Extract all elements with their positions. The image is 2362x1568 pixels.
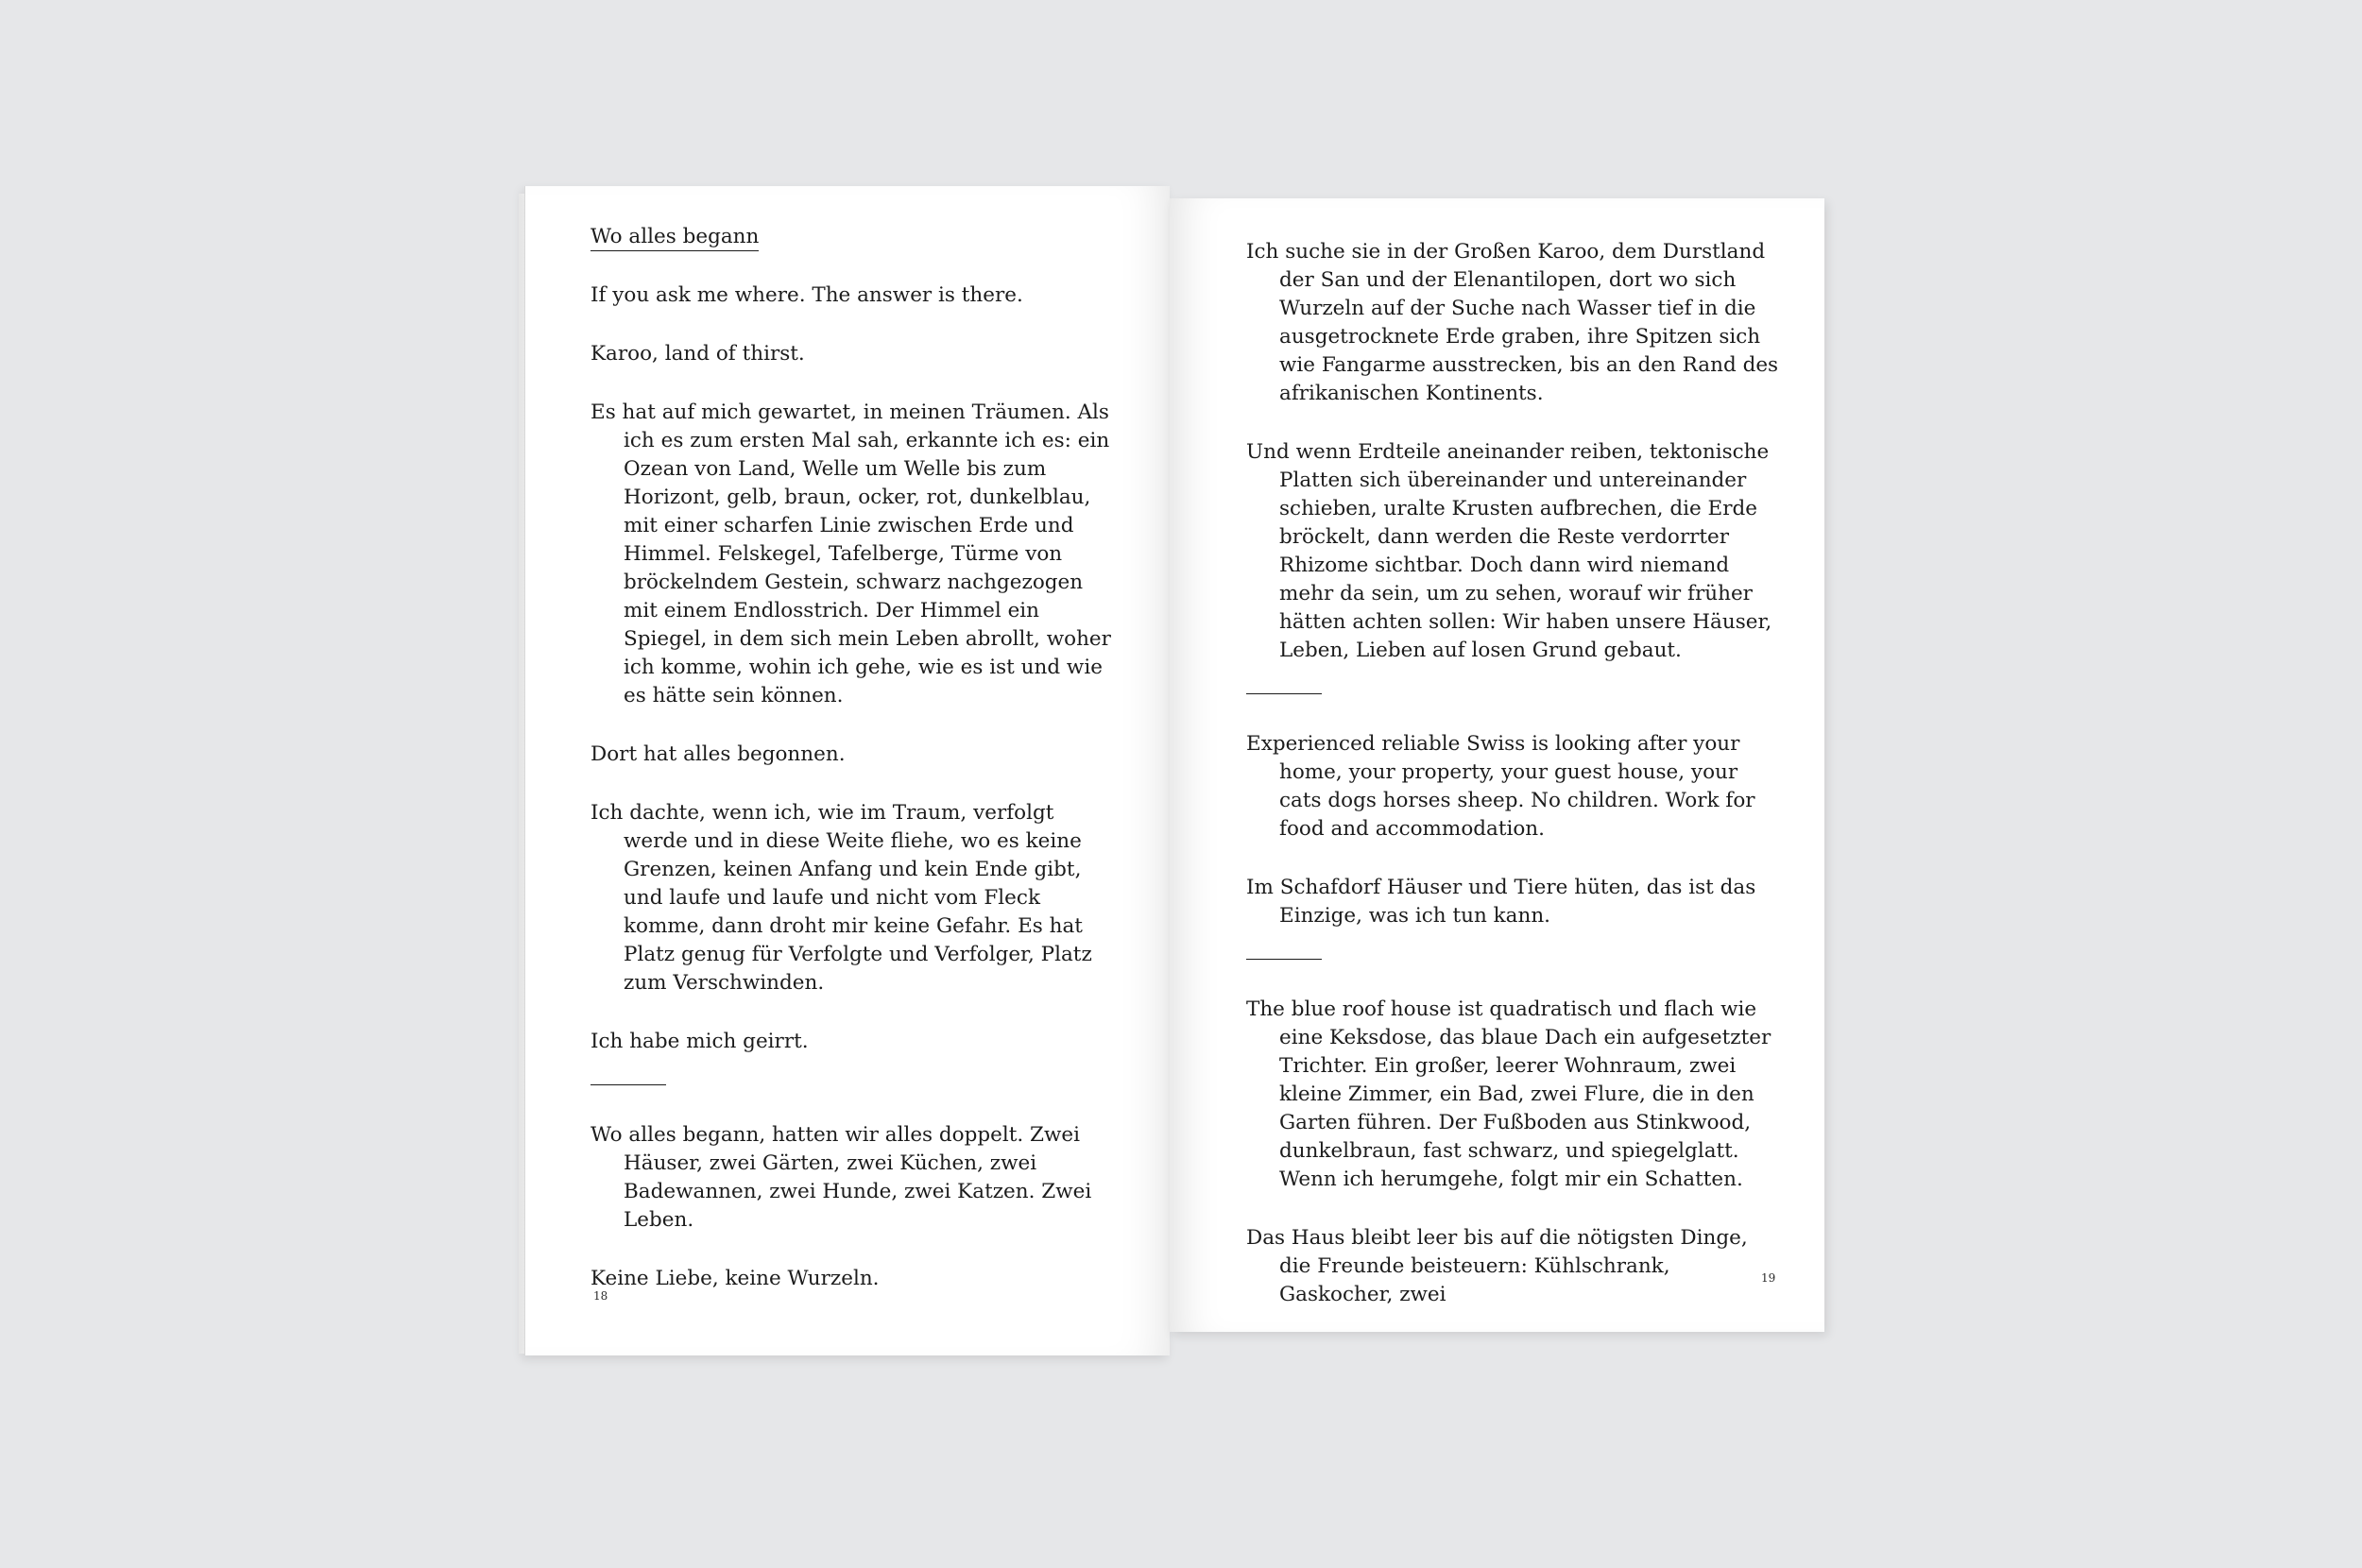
left-page-text xyxy=(590,223,1120,1323)
chapter-heading: Wo alles begann xyxy=(590,224,759,251)
paragraph: Wo alles begann, hatten wir alles doppelt. Zwei Häuser, zwei Gärten, zwei Küchen, zwei Badewannen, zwei Hunde, zwei Katzen. Zwei Leben. xyxy=(590,1123,1092,1232)
paragraph: Karoo, land of thirst. xyxy=(590,342,805,366)
paragraph: The blue roof house ist quadratisch und flach wie eine Keksdose, das blaue Dach ein aufgesetzter Trichter. Ein großer, leerer Wohnraum, zwei kleine Zimmer, ein Bad, zwei Flure, die in den Garten führen. Der Fußboden aus Stinkwood, dunkelbraun, fast schwarz, und spiegelglatt. Wenn ich herumgehe, folgt mir ein Schatten. xyxy=(1246,997,1772,1191)
paragraph: Experienced reliable Swiss is looking after your home, your property, your guest house, your cats dogs horses sheep. No children. Work for food and accommodation. xyxy=(1246,732,1755,841)
paragraph: Und wenn Erdteile aneinander reiben, tektonische Platten sich übereinander und untereinander schieben, uralte Krusten aufbrechen, die Erde bröckelt, dann werden die Reste verdorrter Rhizome sichtbar. Doch dann wird niemand mehr da sein, um zu sehen, worauf wir früher hätten achten sollen: Wir haben unsere Häuser, Leben, Lieben auf losen Grund gebaut. xyxy=(1246,440,1772,662)
paragraph: Ich suche sie in der Großen Karoo, dem Durstland der San und der Elenantilopen, dort wo sich Wurzeln auf der Suche nach Wasser tief in die ausgetrocknete Erde graben, ihre Spitzen sich wie Fangarme ausstrecken, bis an den Rand des afrikanischen Kontinents. xyxy=(1246,240,1779,405)
paragraph: Es hat auf mich gewartet, in meinen Träumen. Als ich es zum ersten Mal sah, erkannte ich es: ein Ozean von Land, Welle um Welle bis zum Horizont, gelb, braun, ocker, rot, dunkelblau, mit einer scharfen Linie zwischen Erde und Himmel. Felskegel, Tafelberge, Türme von bröckelndem Gestein, schwarz nachgezogen mit einem Endlosstrich. Der Himmel ein Spiegel, in dem sich mein Leben abrollt, woher ich komme, wohin ich gehe, wie es ist und wie es hätte sein können. xyxy=(590,401,1111,707)
page-number-right: 19 xyxy=(1761,1271,1776,1285)
right-page-text xyxy=(1246,238,1785,1339)
section-divider xyxy=(1246,959,1322,960)
paragraph: Dort hat alles begonnen. xyxy=(590,742,846,766)
section-divider xyxy=(1246,693,1322,694)
paragraph: Ich dachte, wenn ich, wie im Traum, verfolgt werde und in diese Weite fliehe, wo es keine Grenzen, keinen Anfang und kein Ende gibt, und laufe und laufe und nicht vom Fleck komme, dann droht mir keine Gefahr. Es hat Platz genug für Verfolgte und Verfolger, Platz zum Verschwinden. xyxy=(590,801,1092,995)
paragraph: Ich habe mich geirrt. xyxy=(590,1030,809,1053)
paragraph: Keine Liebe, keine Wurzeln. xyxy=(590,1267,880,1290)
page-number-left: 18 xyxy=(593,1289,608,1303)
paragraph: If you ask me where. The answer is there. xyxy=(590,283,1023,307)
paragraph: Das Haus bleibt leer bis auf die nötigsten Dinge, die Freunde beisteuern: Kühlschrank, Gaskocher, zwei xyxy=(1246,1226,1748,1306)
paragraph: Im Schafdorf Häuser und Tiere hüten, das ist das Einzige, was ich tun kann. xyxy=(1246,876,1756,928)
section-divider xyxy=(590,1084,666,1085)
